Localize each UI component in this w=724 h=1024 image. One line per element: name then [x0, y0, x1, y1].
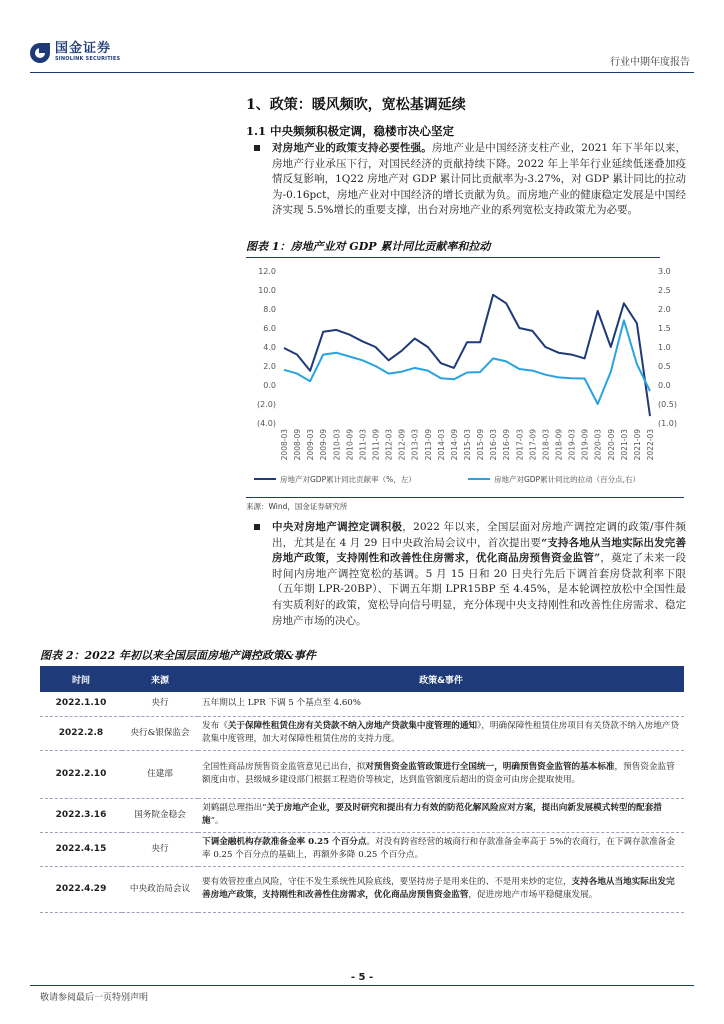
y-left-tick-label: 6.0 [263, 324, 276, 333]
y-right-tick-label: 2.5 [658, 286, 671, 295]
x-tick-label: 2014-03 [436, 429, 446, 461]
paragraph-body-1: ，2022 年以来，全国层面对房地产调控定调的政策/事件频出，尤其是在 4 月 29 日中央政治局会议中，首次提出要 [272, 521, 686, 549]
table-row [40, 798, 684, 832]
legend-label-2: 房地产对GDP累计同比的拉动（百分点,右） [494, 475, 640, 484]
cell-source: 央行 [122, 832, 198, 866]
cell-source: 央行 [122, 692, 198, 716]
y-left-tick-label: 8.0 [263, 305, 276, 314]
x-tick-label: 2018-09 [554, 429, 564, 461]
x-tick-label: 2022-03 [646, 429, 655, 461]
y-right-tick-label: (0.5) [658, 400, 677, 409]
cell-source: 中央政治局会议 [122, 866, 198, 912]
y-right-tick-label: 1.0 [658, 343, 671, 352]
paragraph-body-2: ，奠定了未来一段时间内房地产调控宽松的基调。5 月 15 日和 20 日央行先后下调首套房贷款利率下限（五年期 LPR-20BP）、下调五年期 LPR15BP 至 4.45%，是本轮调控放松中全国性最有实质利好的政策，宽松导向信号明显，充分体现中央支持刚性和改善性住房需求、稳定房地产市场的决心。 [272, 552, 686, 627]
page-header [0, 0, 724, 74]
x-tick-label: 2010-03 [332, 429, 342, 461]
table-header-row [40, 666, 684, 692]
table-row [40, 866, 684, 912]
event-text: 全国性商品房预售资金监管意见已出台，拟 [202, 762, 366, 772]
gdp-contribution-chart [246, 258, 684, 492]
event-text: 发布《 [202, 721, 228, 731]
x-tick-label: 2017-03 [515, 429, 525, 461]
bullet-icon [254, 524, 260, 530]
event-key: 对预售资金监管政策进行全国统一，明确预售资金监管的基本标准 [365, 762, 615, 772]
x-tick-label: 2009-09 [319, 429, 329, 461]
figure-title: 图表 1：房地产业对 GDP 累计同比贡献率和拉动 [246, 238, 660, 258]
table-row [40, 692, 684, 716]
cell-time: 2022.2.8 [40, 716, 122, 750]
x-tick-label: 2011-03 [358, 429, 368, 461]
policy-events-table [40, 666, 684, 913]
y-right-tick-label: 2.0 [658, 305, 671, 314]
x-tick-label: 2008-03 [280, 429, 289, 461]
x-tick-label: 2015-03 [463, 429, 472, 461]
legend-label-1: 房地产对GDP累计同比贡献率（%，左） [280, 475, 416, 484]
y-left-tick-label: 0.0 [263, 381, 276, 390]
y-right-tick-label: (1.0) [658, 419, 677, 428]
x-tick-label: 2013-03 [410, 429, 420, 461]
x-tick-label: 2016-03 [489, 429, 499, 461]
table-row [40, 750, 684, 798]
cell-time: 2022.2.10 [40, 750, 122, 798]
logo-icon [30, 43, 50, 63]
x-tick-label: 2016-09 [502, 429, 512, 461]
cell-time: 2022.1.10 [40, 692, 122, 716]
cell-event [198, 750, 684, 798]
event-key: 支持各地从当地实际出发完善房地产政策，支持刚性和改善性住房需求，优化商品房预售资金监管 [202, 877, 675, 900]
x-tick-label: 2013-09 [423, 429, 433, 461]
x-tick-label: 2009-03 [306, 429, 316, 461]
cell-time: 2022.4.15 [40, 832, 122, 866]
x-tick-label: 2021-03 [619, 429, 629, 461]
x-tick-label: 2012-09 [397, 429, 407, 461]
cell-event [198, 866, 684, 912]
y-right-tick-label: 0.5 [658, 362, 671, 371]
x-tick-label: 2019-09 [580, 429, 590, 461]
y-left-tick-label: (2.0) [257, 400, 276, 409]
x-tick-label: 2017-09 [528, 429, 538, 461]
y-right-tick-label: 1.5 [658, 324, 671, 333]
figure-bottom-rule [246, 497, 684, 498]
event-key: 下调金融机构存款准备金率 0.25 个百分点 [202, 837, 367, 847]
x-tick-label: 2014-09 [449, 429, 459, 461]
page-number: - 5 - [350, 972, 374, 983]
footer-divider [30, 985, 694, 986]
cell-source: 央行&银保监会 [122, 716, 198, 750]
cell-event [198, 798, 684, 832]
logo-cn-text: 国金证券 [55, 41, 112, 56]
event-key: 关于房地产企业，要及时研究和提出有力有效的防范化解风险应对方案，提出向新发展模式转型的配套措施 [202, 803, 662, 826]
paragraph-lead: 中央对房地产调控定调积极 [272, 521, 403, 533]
x-tick-label: 2012-03 [384, 429, 394, 461]
event-text-2: ，促进房地产市场平稳健康发展。 [468, 890, 598, 900]
company-logo [30, 42, 120, 63]
footer-disclaimer: 敬请参阅最后一页特别声明 [40, 993, 149, 1003]
table-title: 图表 2：2022 年初以来全国层面房地产调控政策&事件 [40, 647, 684, 667]
section-title: 1、政策：暖风频吹，宽松基调延续 [246, 97, 466, 113]
x-tick-label: 2018-03 [541, 429, 551, 461]
report-type: 行业中期年度报告 [610, 57, 690, 68]
event-text: 要有效管控重点风险，守住不发生系统性风险底线，要坚持房子是用来住的、不是用来炒的定位， [202, 877, 572, 887]
y-left-tick-label: 12.0 [258, 267, 276, 276]
section-subtitle: 1.1 中央频频积极定调，稳楼市决心坚定 [246, 124, 455, 138]
x-tick-label: 2019-03 [567, 429, 577, 461]
y-right-tick-label: 0.0 [658, 381, 671, 390]
event-text: 五年期以上 LPR 下调 5 个基点至 4.60% [202, 698, 361, 709]
cell-event [198, 716, 684, 750]
event-text-2: 。对没有跨省经营的城商行和存款准备金率高于 5%的农商行，在下调存款准备金率 0.25 个百分点的基础上，再额外多降 0.25 个百分点。 [202, 837, 675, 860]
x-tick-label: 2011-09 [371, 429, 381, 461]
x-tick-label: 2021-09 [632, 429, 642, 461]
y-right-tick-label: 3.0 [658, 267, 671, 276]
x-tick-label: 2010-09 [345, 429, 355, 461]
cell-event [198, 832, 684, 866]
series-line-2 [284, 320, 650, 404]
table-row [40, 832, 684, 866]
x-tick-label: 2015-09 [476, 429, 486, 461]
bullet-icon [254, 145, 260, 151]
chart-svg [246, 258, 684, 492]
event-text-2: ，预售资金监管额度由市、县级城乡建设部门根据工程造价等核定，达到监管额度后超出的资金可由房企提取使用。 [202, 762, 675, 785]
figure-source: 来源：Wind，国金证券研究所 [246, 502, 348, 511]
event-text: 刘鹤副总理指出“ [202, 803, 267, 813]
y-left-tick-label: (4.0) [257, 419, 276, 428]
x-tick-label: 2008-09 [293, 429, 303, 461]
event-text-2: ”。 [210, 816, 224, 826]
event-text-2: 》，明确保障性租赁住房项目有关贷款不纳入房地产贷款集中度管理，加大对保障性租赁住房的支持力度。 [202, 721, 679, 744]
y-left-tick-label: 2.0 [263, 362, 276, 371]
col-header-event: 政策&事件 [198, 666, 684, 692]
y-left-tick-label: 4.0 [263, 343, 276, 352]
cell-source: 国务院金稳会 [122, 798, 198, 832]
col-header-source: 来源 [122, 666, 198, 692]
x-tick-label: 2020-03 [593, 429, 603, 461]
cell-time: 2022.3.16 [40, 798, 122, 832]
logo-en-text: SINOLINK SECURITIES [55, 56, 121, 62]
paragraph-body: 房地产业是中国经济支柱产业，2021 年下半年以来，房地产行业承压下行，对国民经济的贡献持续下降。2022 年上半年行业延续低迷叠加疫情反复影响，1Q22 房地产对 GDP 累计同比贡献率为-3.27%，对 GDP 累计同比的拉动为-0.16pct，房地产业对中国经济的增长贡献为负。而房地产业的健康稳定发展是中国经济实现 5.5%增长的重要支撑，出台对房地产业的系列宽松支持政策尤为必要。 [272, 142, 687, 217]
cell-source: 住建部 [122, 750, 198, 798]
y-left-tick-label: 10.0 [258, 286, 276, 295]
paragraph-policy-necessity [272, 141, 686, 219]
cell-event [198, 692, 684, 716]
cell-time: 2022.4.29 [40, 866, 122, 912]
table-row [40, 716, 684, 750]
col-header-time: 时间 [40, 666, 122, 692]
paragraph-quote: “支持各地从当地实际出发完善房地产政策，支持刚性和改善性住房需求，优化商品房预售资金监管” [272, 536, 686, 565]
paragraph-central-tone [272, 520, 686, 629]
x-tick-label: 2020-09 [606, 429, 616, 461]
header-divider [30, 72, 694, 73]
paragraph-lead: 对房地产业的政策支持必要性强。 [272, 142, 432, 154]
event-key: 关于保障性租赁住房有关贷款不纳入房地产贷款集中度管理的通知 [227, 721, 478, 731]
